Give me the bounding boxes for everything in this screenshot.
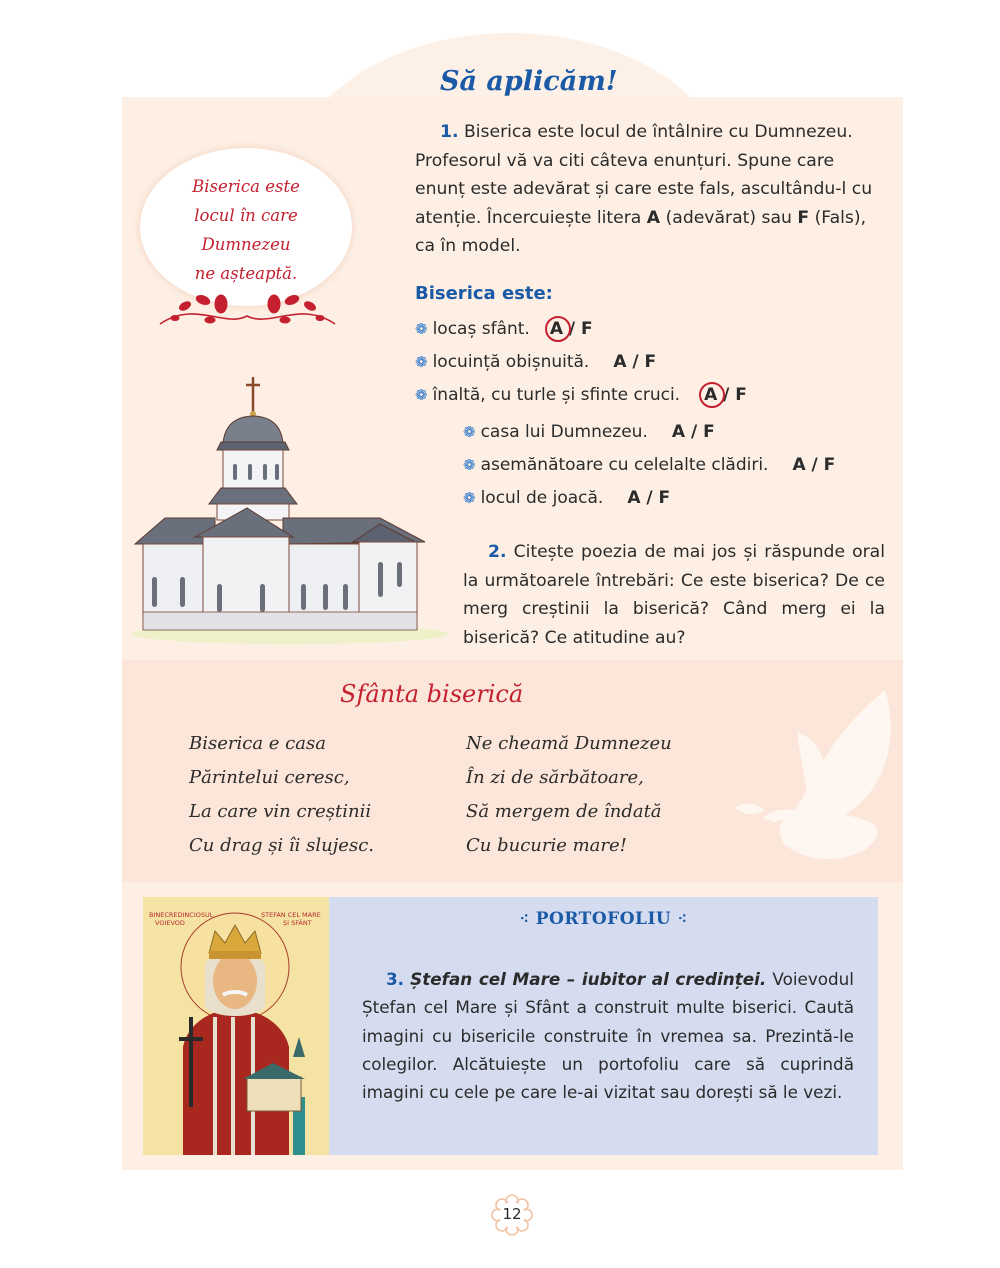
exercise-number: 2. [488, 542, 507, 562]
quote-line: Dumnezeu [201, 235, 291, 254]
flower-bullet-icon: ❁ [463, 423, 476, 441]
flower-bullet-icon: ❁ [463, 456, 476, 474]
answer-choice[interactable]: A / F [792, 455, 836, 475]
quote-line: ne așteaptă. [194, 264, 298, 283]
answer-choice[interactable]: A / F [704, 385, 747, 405]
poem-line: Părintelui ceresc, [189, 767, 350, 788]
poem-line: Cu bucurie mare! [466, 835, 627, 856]
answer-choice[interactable]: A / F [671, 422, 715, 442]
exercise-1-text: 1. Biserica este locul de întâlnire cu Dumnezeu. Profesorul vă va citi câteva enunțuri. Spune care enunț este adevărat și care este fals, ascultându-l cu atenție. Încercuiește litera A (adevărat) sau F (Fals), ca în model. [415, 122, 873, 256]
svg-text:VOIEVOD: VOIEVOD [155, 919, 185, 927]
saint-icon-image [143, 897, 329, 1155]
quote-line: locul în care [194, 206, 298, 225]
svg-text:ȘTEFAN CEL MARE: ȘTEFAN CEL MARE [261, 911, 321, 919]
drops-ornament-icon: ⁖ [519, 909, 530, 928]
circle-mark [545, 316, 571, 342]
church-illustration [125, 372, 455, 652]
quote-line: Biserica este [192, 177, 300, 196]
circle-mark [699, 382, 725, 408]
answer-choice[interactable]: A / F [627, 488, 671, 508]
poem-line: Cu drag și îi slujesc. [189, 835, 375, 856]
poem-line: Biserica e casa [189, 733, 326, 754]
exercise-2-text: 2. Citește poezia de mai jos și răspunde oral la următoarele întrebări: Ce este biserica? De ce merg creștinii la biserică? Când merg ei la biserică? Ce atitudine au? [463, 542, 885, 648]
answer-choice[interactable]: A / F [550, 319, 593, 339]
svg-text:ȘI SFÂNT: ȘI SFÂNT [283, 919, 312, 927]
statement-item: ❁ casa lui Dumnezeu. A / F [463, 422, 715, 442]
exercise-number: 1. [440, 122, 459, 142]
flower-bullet-icon: ❁ [415, 386, 428, 404]
poem-stanza-right [466, 727, 672, 863]
page-number: 12 [502, 1205, 522, 1223]
poem-stanza-left [189, 727, 374, 863]
exercise-number: 3. [386, 969, 405, 989]
flower-bullet-icon: ❁ [415, 353, 428, 371]
poem-line: La care vin creștinii [189, 801, 372, 822]
dove-icon [735, 680, 905, 880]
subheading: Biserica este: [415, 283, 553, 304]
drops-ornament-icon: ⁖ [677, 909, 688, 928]
answer-choice[interactable]: A / F [613, 352, 657, 372]
poem-title: Sfânta biserică [340, 680, 524, 708]
statement-item: ❁ asemănătoare cu celelalte clădiri. A / F [463, 455, 836, 475]
statement-item: ❁ locul de joacă. A / F [463, 488, 671, 508]
portfolio-box [329, 897, 878, 1155]
poem-line: Ne cheamă Dumnezeu [466, 733, 672, 754]
quote-text [140, 172, 352, 288]
exercise-3-text: 3. Ștefan cel Mare – iubitor al credinței. Voievodul Ștefan cel Mare și Sfânt a construit multe biserici. Caută imagini cu bisericile construite în vremea sa. Prezintă-le colegilor. Alcătuiește un portofoliu care să cuprindă imagini cu cele pe care le-ai vizitat sau dorești să le vezi. [362, 969, 854, 1103]
flower-bullet-icon: ❁ [463, 489, 476, 507]
exercise-3-lead: Ștefan cel Mare – iubitor al credinței. [410, 969, 767, 989]
section-title: Să aplicăm! [440, 66, 618, 97]
flower-bullet-icon: ❁ [415, 320, 428, 338]
portfolio-heading: ⁖ PORTOFOLIU ⁖ [519, 909, 688, 929]
poem-line: În zi de sărbătoare, [466, 767, 644, 788]
statement-item: ❁ înaltă, cu turle și sfinte cruci. A / F [415, 385, 747, 405]
floral-vine-icon [155, 290, 340, 330]
statement-item: ❁ locaș sfânt. A / F [415, 319, 593, 339]
statement-item: ❁ locuință obișnuită. A / F [415, 352, 657, 372]
page-number-badge [489, 1192, 535, 1238]
svg-text:BINECREDINCIOSUL: BINECREDINCIOSUL [149, 911, 214, 919]
poem-line: Să mergem de îndată [466, 801, 662, 822]
